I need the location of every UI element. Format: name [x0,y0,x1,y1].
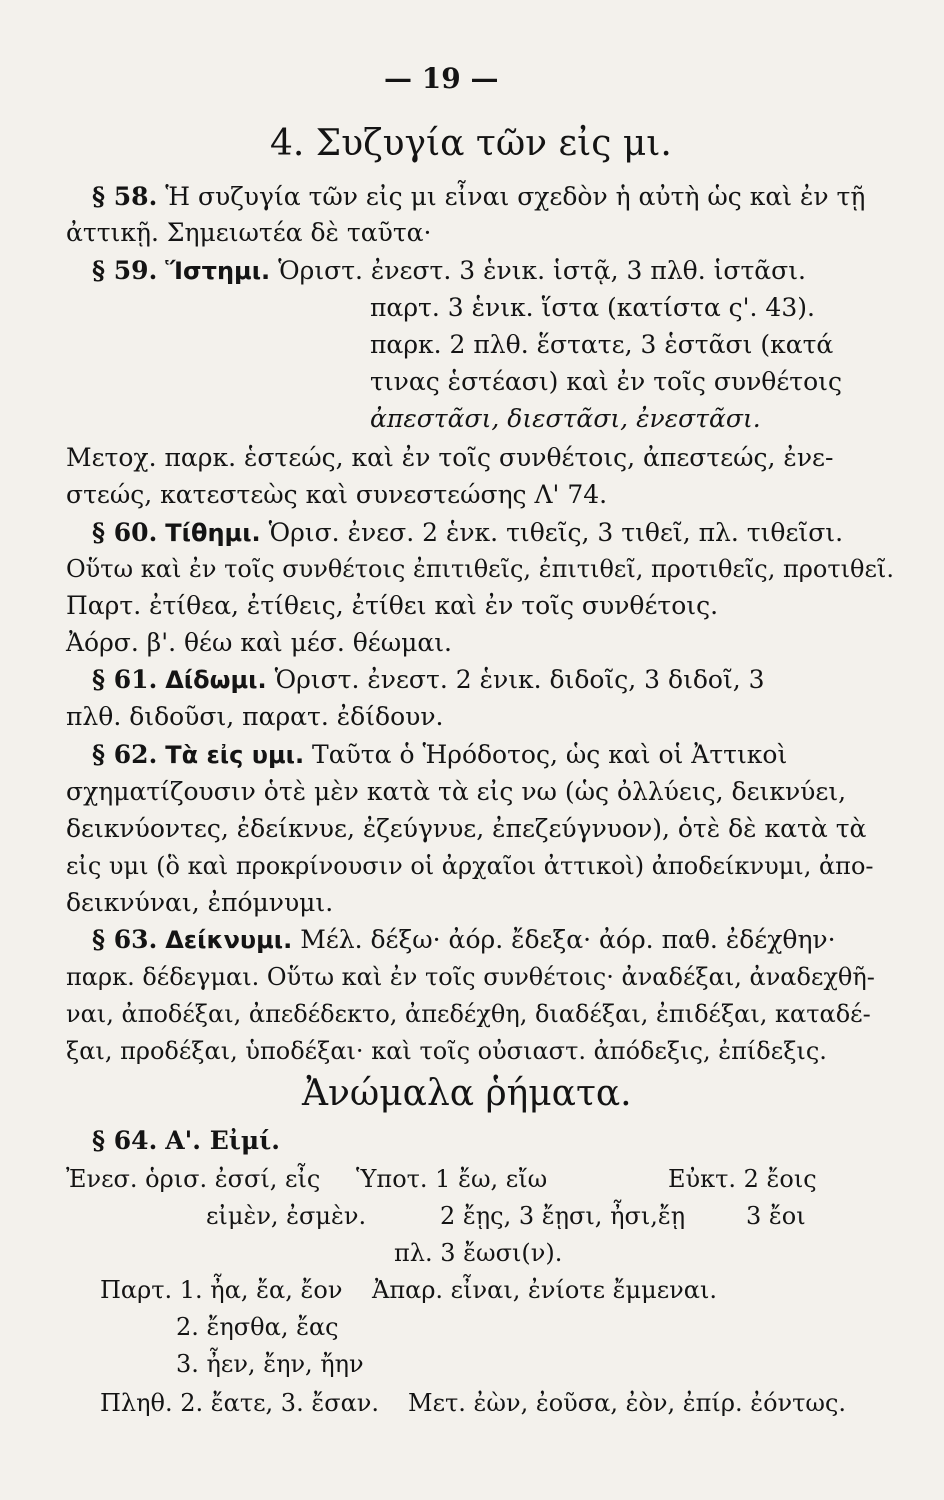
conjugation-row-5: 2. ἔησθα, ἔας [176,1313,339,1341]
conjugation-row-1: Ἐνεσ. ὁρισ. ἐσσί, εἶς [66,1165,321,1193]
section-number-61: § 61. [92,665,158,694]
section-number-63: § 63. [92,925,158,954]
paragraph-59-line-5: ἀπεστᾶσι, διεστᾶσι, ἐνεστᾶσι. [370,404,761,433]
conjugation-row-1-subjunctive: Ὑποτ. 1 ἔω, εἴω [356,1165,548,1193]
paragraph-60-line-3: Παρτ. ἐτίθεα, ἐτίθεις, ἐτίθει καὶ ἐν τοῖς συνθέτοις. [66,591,719,620]
conjugation-row-4-infinitive: Ἀπαρ. εἶναι, ἐνίοτε ἔμμεναι. [372,1276,717,1304]
conjugation-row-2: εἰμὲν, ἐσμὲν. [206,1202,367,1230]
paragraph-59-line-4: τινας ἑστέασι) καὶ ἐν τοῖς συνθέτοις [370,367,842,396]
section-number-58: § 58. [92,182,158,211]
paragraph-58-text-1: Ἡ συζυγία τῶν εἰς μι εἶναι σχεδὸν ἡ αὐτὴ ὡς καὶ ἐν τῇ [165,182,866,211]
paragraph-61-line-1 [92,665,765,695]
paragraph-63-line-1 [92,925,836,955]
verb-heading-ta-eis-ymi: Τὰ εἰς υμι. [165,741,305,769]
conjugation-row-2-optative: 3 ἔοι [746,1202,806,1230]
paragraph-60-line-1 [92,518,843,548]
paragraph-62-line-5: δεικνύναι, ἐπόμνυμι. [66,888,334,917]
paragraph-60-line-2: Οὕτω καὶ ἐν τοῖς συνθέτοις ἐπιτιθεῖς, ἐπιτιθεῖ, προτιθεῖς, προτιθεῖ. [66,555,894,583]
paragraph-62-line-4: εἰς υμι (ὃ καὶ προκρίνουσιν οἱ ἀρχαῖοι ἀττικοὶ) ἀποδείκνυμι, ἀπο- [66,852,874,880]
paragraph-58-line-2: ἀττικῇ. Σημειωτέα δὲ ταῦτα· [66,218,432,247]
verb-heading-eimi: Α'. Εἰμί. [165,1126,280,1155]
paragraph-63-line-4: ξαι, προδέξαι, ὑποδέξαι· καὶ τοῖς οὐσιαστ. ἀπόδεξις, ἐπίδεξις. [66,1037,827,1065]
section-number-62: § 62. [92,740,158,769]
page-number: — 19 — [384,62,499,95]
verb-heading-tithemi: Τίθημι. [165,519,261,547]
paragraph-62-text-1: Ταῦτα ὁ Ἡρόδοτος, ὡς καὶ οἱ Ἀττικοὶ [312,740,788,769]
conjugation-row-1-optative: Εὐκτ. 2 ἔοις [668,1165,817,1193]
paragraph-62-line-1 [92,740,787,770]
conjugation-row-6: 3. ἦεν, ἔην, ἤην [176,1350,364,1378]
paragraph-60-text-1: Ὁρισ. ἐνεσ. 2 ἑνκ. τιθεῖς, 3 τιθεῖ, πλ. τιθεῖσι. [268,518,844,547]
section-number-60: § 60. [92,518,158,547]
paragraph-59-text-1: Ὁριστ. ἐνεστ. 3 ἑνικ. ἱστᾷ, 3 πλθ. ἱστᾶσι. [278,256,806,285]
paragraph-59-line-3: παρκ. 2 πλθ. ἕστατε, 3 ἑστᾶσι (κατά [370,330,834,359]
subheading-anomala: Ἀνώμαλα ῥήματα. [302,1073,632,1114]
conjugation-row-4: Παρτ. 1. ἦα, ἔα, ἔον [100,1276,343,1304]
paragraph-64-line-1 [92,1126,280,1156]
conjugation-row-7-participle: Μετ. ἐὼν, ἐοῦσα, ἐὸν, ἐπίρ. ἐόντως. [408,1389,847,1417]
paragraph-62-line-2: σχηματίζουσιν ὁτὲ μὲν κατὰ τὰ εἰς νω (ὡς ὀλλύεις, δεικνύει, [66,777,847,806]
paragraph-63-text-1: Μέλ. δέξω· ἀόρ. ἔδεξα· ἀόρ. παθ. ἐδέχθην· [300,925,836,954]
paragraph-61-line-2: πλθ. διδοῦσι, παρατ. ἐδίδουν. [66,702,444,731]
section-number-59: § 59. [92,256,158,285]
conjugation-row-3-subjunctive: πλ. 3 ἔωσι(ν). [394,1239,563,1267]
paragraph-59-line-1 [92,256,806,286]
conjugation-row-7: Πληθ. 2. ἔατε, 3. ἔσαν. [100,1389,380,1417]
paragraph-60-line-4: Ἀόρσ. β'. θέω καὶ μέσ. θέωμαι. [66,628,452,657]
conjugation-row-2-subjunctive: 2 ἔῃς, 3 ἔῃσι, ἦσι,ἔῃ [440,1202,686,1230]
paragraph-59-line-6: Μετοχ. παρκ. ἑστεώς, καὶ ἐν τοῖς συνθέτοις, ἀπεστεώς, ἐνε- [66,443,834,472]
paragraph-59-line-7: στεώς, κατεστεὼς καὶ συνεστεώσης Λ' 74. [66,480,608,509]
verb-heading-deiknymi: Δείκνυμι. [165,926,293,954]
paragraph-62-line-3: δεικνύοντες, ἐδείκνυε, ἐζεύγνυε, ἐπεζεύγνυον), ὁτὲ δὲ κατὰ τὰ [66,814,867,843]
paragraph-63-line-2: παρκ. δέδεγμαι. Οὕτω καὶ ἐν τοῖς συνθέτοις· ἀναδέξαι, ἀναδεχθῆ- [66,963,875,991]
section-heading: 4. Συζυγία τῶν εἰς μι. [270,123,672,164]
verb-heading-istemi: Ἵστημι. [165,257,271,285]
section-number-64: § 64. [92,1126,158,1155]
verb-heading-didomi: Δίδωμι. [165,666,267,694]
paragraph-61-text-1: Ὁριστ. ἐνεστ. 2 ἑνικ. διδοῖς, 3 διδοῖ, 3 [274,665,765,694]
paragraph-59-line-2: παρτ. 3 ἑνικ. ἵστα (κατίστα ς'. 43). [370,293,815,322]
paragraph-58-line-1 [92,182,865,212]
paragraph-63-line-3: ναι, ἀποδέξαι, ἀπεδέδεκτο, ἀπεδέχθη, διαδέξαι, ἐπιδέξαι, καταδέ- [66,1000,871,1028]
